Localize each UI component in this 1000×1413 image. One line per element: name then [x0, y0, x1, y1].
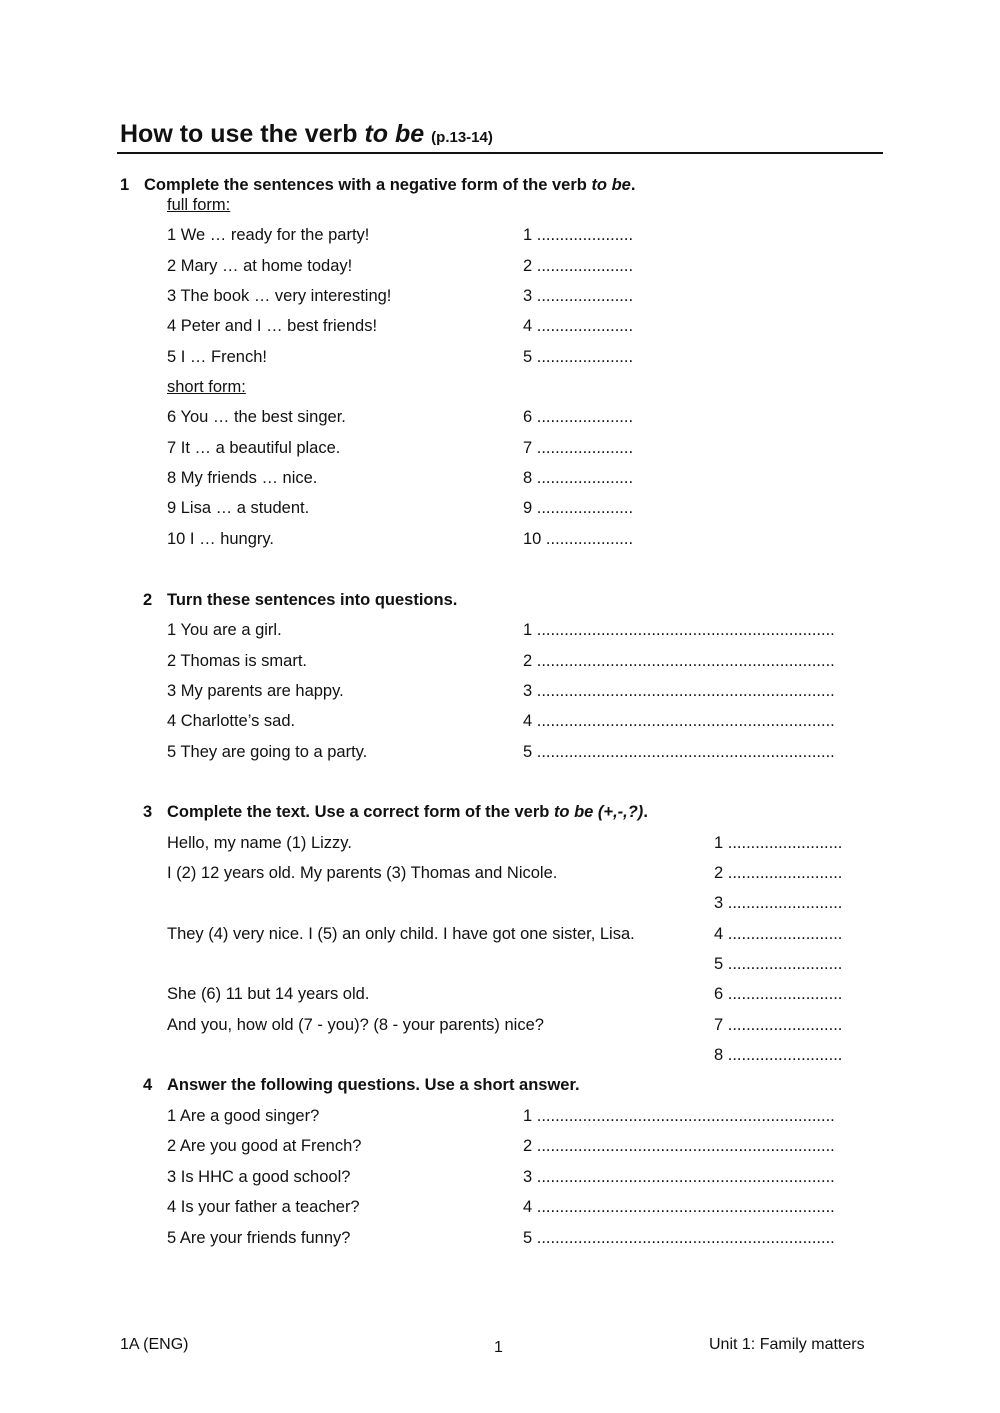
exercise-2-instruction: Turn these sentences into questions. [167, 591, 458, 609]
exercise-3-answer-blank[interactable]: 4 ......................... [714, 925, 843, 943]
exercise-1-number: 1 [120, 176, 130, 194]
exercise-4-question: 3 Is HHC a good school? [167, 1168, 351, 1186]
exercise-4-answer-blank[interactable]: 4 ................................................................. [523, 1198, 835, 1216]
exercise-1-answer-blank[interactable]: 2 ..................... [523, 257, 634, 275]
exercise-1-sentence: 1 We … ready for the party! [167, 226, 370, 244]
exercise-1-answer-blank[interactable]: 5 ..................... [523, 348, 634, 366]
exercise-3-number: 3 [143, 803, 153, 821]
full-form-label: full form: [167, 196, 231, 214]
footer-unit: Unit 1: Family matters [709, 1336, 865, 1353]
exercise-2-sentence: 3 My parents are happy. [167, 682, 344, 700]
exercise-1-answer-blank[interactable]: 10 ................... [523, 530, 634, 548]
exercise-4-answer-blank[interactable]: 1 ................................................................. [523, 1107, 835, 1125]
exercise-1-sentence: 6 You … the best singer. [167, 408, 346, 426]
exercise-1-sentence: 5 I … French! [167, 348, 267, 366]
exercise-4-answer-blank[interactable]: 2 ................................................................. [523, 1137, 835, 1155]
exercise-3-answer-blank[interactable]: 6 ......................... [714, 985, 843, 1003]
exercise-1-instruction: Complete the sentences with a negative form of the verb to be. [144, 176, 636, 194]
exercise-1-sentence: 8 My friends … nice. [167, 469, 318, 487]
exercise-1-answer-blank[interactable]: 1 ..................... [523, 226, 634, 244]
exercise-4-answer-blank[interactable]: 3 ................................................................. [523, 1168, 835, 1186]
exercise-4-answer-blank[interactable]: 5 ................................................................. [523, 1229, 835, 1247]
exercise-3-text-line: I (2) 12 years old. My parents (3) Thomas and Nicole. [167, 864, 558, 882]
title-rule [117, 152, 883, 154]
exercise-4-question: 1 Are a good singer? [167, 1107, 320, 1125]
exercise-4-question: 4 Is your father a teacher? [167, 1198, 360, 1216]
exercise-1-sentence: 3 The book … very interesting! [167, 287, 392, 305]
exercise-1-sentence: 4 Peter and I … best friends! [167, 317, 378, 335]
exercise-2-number: 2 [143, 591, 153, 609]
exercise-3-text-line: They (4) very nice. I (5) an only child. I have got one sister, Lisa. [167, 925, 635, 943]
footer-course: 1A (ENG) [120, 1336, 189, 1353]
short-form-label: short form: [167, 378, 246, 396]
exercise-4-number: 4 [143, 1076, 153, 1094]
exercise-2-sentence: 4 Charlotte’s sad. [167, 712, 296, 730]
exercise-2-answer-blank[interactable]: 3 ................................................................. [523, 682, 835, 700]
exercise-2-sentence: 2 Thomas is smart. [167, 652, 307, 670]
exercise-4-instruction: Answer the following questions. Use a short answer. [167, 1076, 580, 1094]
page-number: 1 [494, 1339, 503, 1356]
exercise-2-answer-blank[interactable]: 4 ................................................................. [523, 712, 835, 730]
exercise-1-answer-blank[interactable]: 7 ..................... [523, 439, 634, 457]
exercise-3-instruction: Complete the text. Use a correct form of the verb to be (+,-,?). [167, 803, 648, 821]
exercise-1-sentence: 10 I … hungry. [167, 530, 275, 548]
exercise-1-sentence: 2 Mary … at home today! [167, 257, 353, 275]
exercise-3-answer-blank[interactable]: 5 ......................... [714, 955, 843, 973]
exercise-1-answer-blank[interactable]: 8 ..................... [523, 469, 634, 487]
exercise-1-answer-blank[interactable]: 9 ..................... [523, 499, 634, 517]
exercise-2-sentence: 1 You are a girl. [167, 621, 282, 639]
exercise-3-answer-blank[interactable]: 2 ......................... [714, 864, 843, 882]
exercise-4-question: 2 Are you good at French? [167, 1137, 362, 1155]
exercise-2-answer-blank[interactable]: 2 ................................................................. [523, 652, 835, 670]
exercise-3-text-line: Hello, my name (1) Lizzy. [167, 834, 352, 852]
exercise-4-question: 5 Are your friends funny? [167, 1229, 351, 1247]
exercise-1-answer-blank[interactable]: 3 ..................... [523, 287, 634, 305]
exercise-1-sentence: 9 Lisa … a student. [167, 499, 310, 517]
exercise-2-answer-blank[interactable]: 5 ................................................................. [523, 743, 835, 761]
exercise-3-answer-blank[interactable]: 3 ......................... [714, 894, 843, 912]
exercise-3-text-line: She (6) 11 but 14 years old. [167, 985, 370, 1003]
exercise-1-answer-blank[interactable]: 6 ..................... [523, 408, 634, 426]
exercise-2-answer-blank[interactable]: 1 ................................................................. [523, 621, 835, 639]
exercise-2-sentence: 5 They are going to a party. [167, 743, 368, 761]
exercise-1-sentence: 7 It … a beautiful place. [167, 439, 341, 457]
exercise-3-answer-blank[interactable]: 8 ......................... [714, 1046, 843, 1064]
exercise-3-answer-blank[interactable]: 1 ......................... [714, 834, 843, 852]
page-title: How to use the verb to be (p.13-14) [120, 120, 493, 148]
exercise-1-answer-blank[interactable]: 4 ..................... [523, 317, 634, 335]
exercise-3-answer-blank[interactable]: 7 ......................... [714, 1016, 843, 1034]
exercise-3-text-line: And you, how old (7 - you)? (8 - your parents) nice? [167, 1016, 544, 1034]
